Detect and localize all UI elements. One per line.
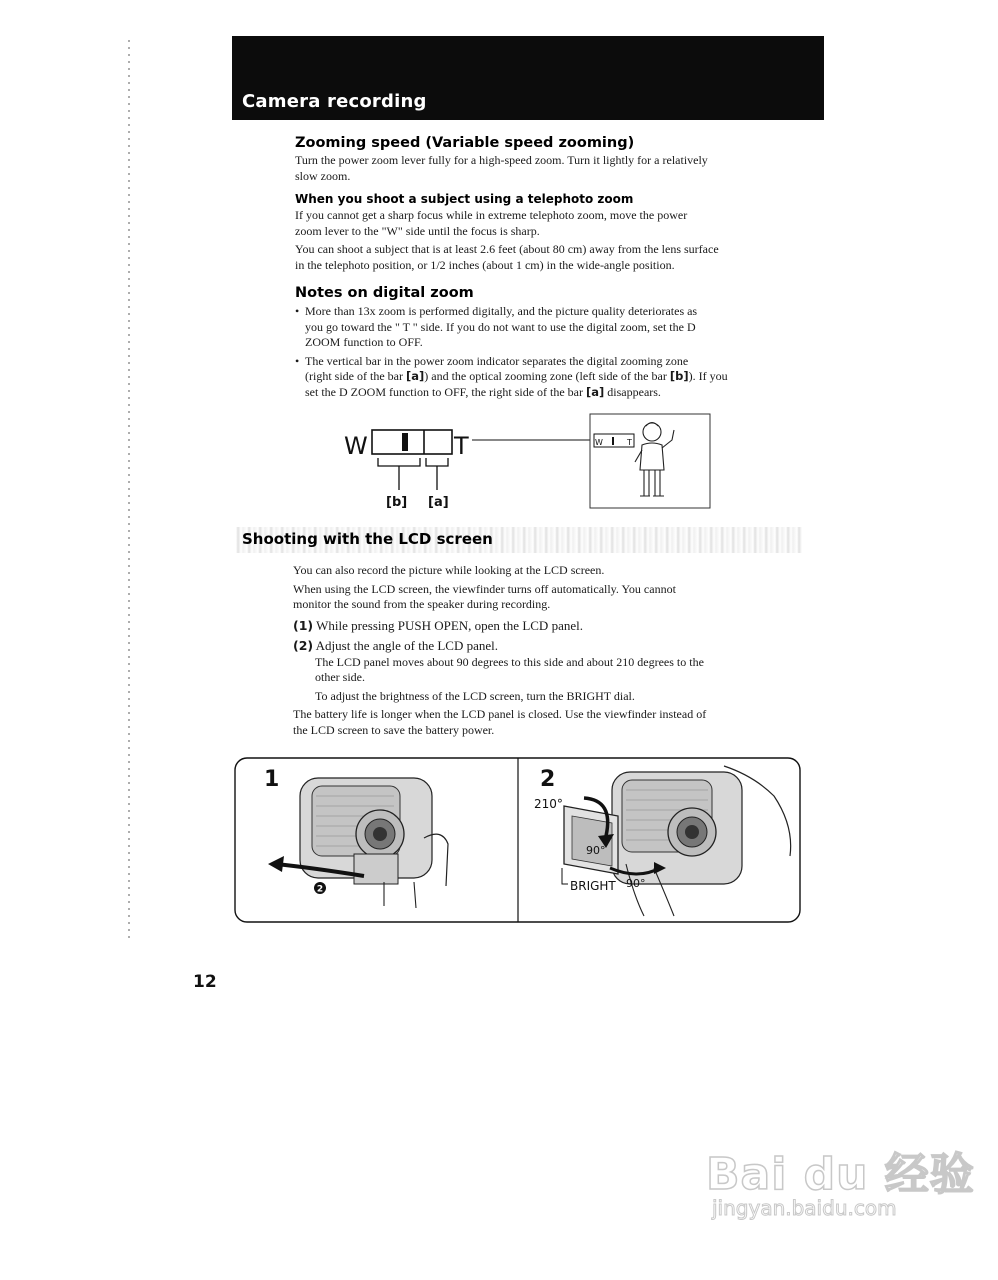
zoom-indicator-bar [372,430,452,454]
list-item [295,354,805,401]
section-title: Camera recording [242,91,427,112]
mini-w-label: W [595,438,603,447]
text-line: The battery life is longer when the LCD panel is closed. Use the viewfinder instead of [293,707,707,721]
bright-note: To adjust the brightness of the LCD screen, turn the BRIGHT dial. [315,688,635,703]
bright-label: BRIGHT [570,879,616,893]
digital-zoom-notes [295,304,805,400]
text-line: other side. [315,670,365,684]
step-number: (2) [293,637,314,653]
bracket-a [426,458,448,466]
step-text: Adjust the angle of the LCD panel. [315,637,498,653]
text-line: monitor the sound from the speaker during recording. [293,597,551,611]
b-label: [b] [386,495,408,510]
bracket-b [378,458,420,466]
step-number: (1) [293,617,314,633]
text-line: slow zoom. [295,168,351,183]
text-line [305,369,805,385]
text-line: you go toward the " T " side. If you do not want to use the digital zoom, set the D [305,319,696,334]
text-line: in the telephoto position, or 1/2 inches (about 1 cm) in the wide-angle position. [295,257,675,272]
watermark-url: jingyan.baidu.com [712,1196,897,1220]
angle-210-label: 210° [534,797,563,811]
panel-2-number: 2 [540,767,556,792]
text-line: Turn the power zoom lever fully for a high-speed zoom. Turn it lightly for a relatively [295,153,708,167]
viewfinder-frame [590,414,710,508]
scan-margin-artifact [128,40,130,940]
text-line: The LCD panel moves about 90 degrees to this side and about 210 degrees to the [315,654,704,669]
text-line [305,385,805,401]
zooming-speed-heading: Zooming speed (Variable speed zooming) [295,135,635,151]
panel-1-number: 1 [264,767,280,792]
lcd-illustration [234,756,802,924]
text-span: (right side of the bar [305,369,406,383]
zoom-indicator-diagram [340,410,720,515]
step-2 [293,637,808,655]
page-number: 12 [193,972,217,992]
angle-90-outer-label: 90° [626,877,646,890]
text-line: the LCD screen to save the battery power. [293,722,495,737]
watermark-logo: Bai du 经验 [706,1149,975,1200]
text-line: If you cannot get a sharp focus while in extreme telephoto zoom, move the power [295,208,688,222]
text-line: • The vertical bar in the power zoom indicator separates the digital zooming zone [305,353,689,368]
lcd-heading: Shooting with the LCD screen [242,530,493,548]
text-line: • More than 13x zoom is performed digitally, and the picture quality deteriorates as [305,304,698,318]
zooming-speed-text [295,153,805,184]
mini-t-label: T [627,438,632,447]
text-span: set the D ZOOM function to OFF, the right side of the bar [305,384,586,399]
text-span: ). If you [688,369,728,383]
bar-a-tag: [a] [405,369,425,383]
bar-a-tag: [a] [586,384,605,399]
text-line: ZOOM function to OFF. [305,335,423,349]
text-line: You can also record the picture while looking at the LCD screen. [293,563,605,577]
t-label: T [454,432,469,460]
step-text: While pressing PUSH OPEN, open the LCD panel. [316,617,583,633]
bar-b-tag: [b] [669,369,689,383]
list-item [295,304,805,351]
step-1 [293,617,808,635]
mini-marker [612,437,614,445]
text-span: disappears. [604,384,661,399]
lcd-text [293,563,808,738]
text-line: zoom lever to the "W" side until the focus is sharp. [295,223,540,238]
step-marker-label: 2 [316,884,324,895]
step-2-detail [293,655,808,686]
text-span: ) and the optical zooming zone (left side of the bar [424,369,670,383]
w-label: W [344,432,368,460]
text-line: You can shoot a subject that is at least 2.6 feet (about 80 cm) away from the lens surface [295,242,719,256]
text-line: When using the LCD screen, the viewfinder turns off automatically. You cannot [293,581,676,596]
digital-zoom-heading: Notes on digital zoom [295,285,474,301]
angle-90-inner-label: 90° [586,844,606,857]
telephoto-heading: When you shoot a subject using a telephoto zoom [295,192,634,206]
a-label: [a] [428,495,449,510]
zoom-position-marker [402,433,408,451]
telephoto-text [295,208,805,273]
